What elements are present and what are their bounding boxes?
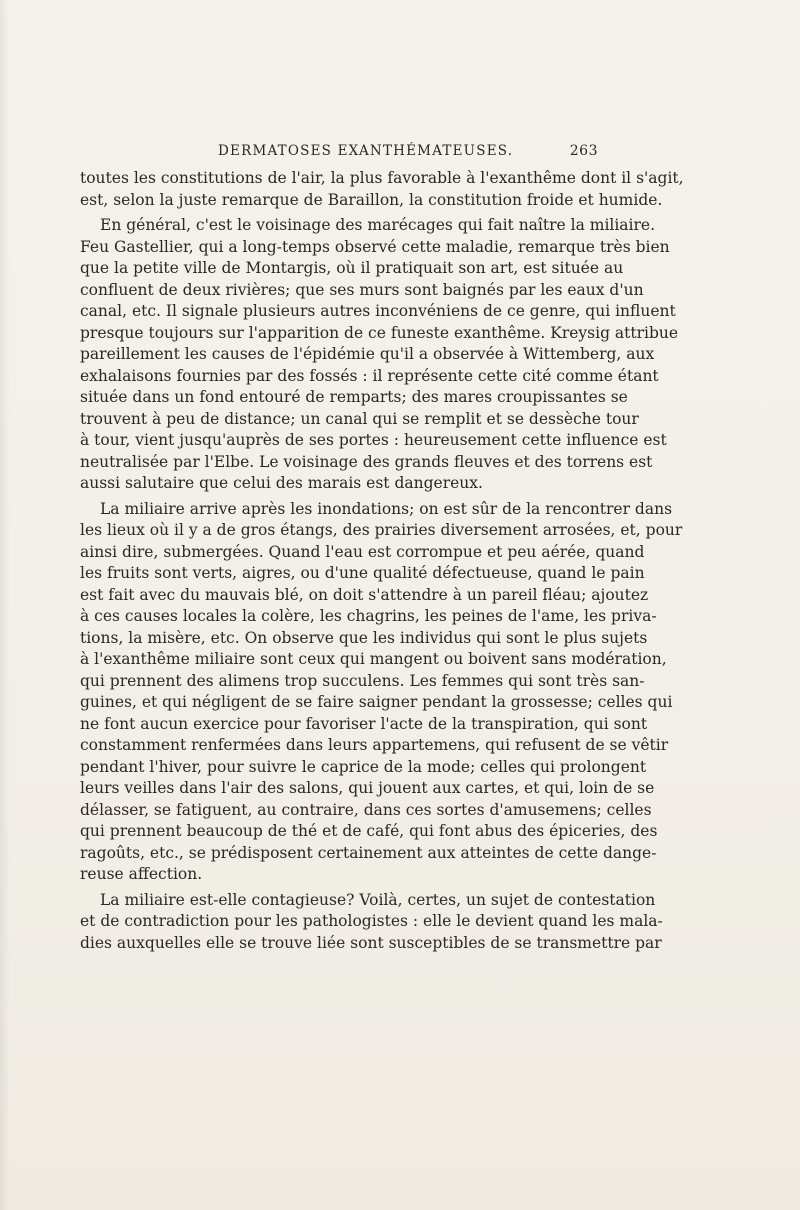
paragraph bbox=[80, 890, 663, 955]
text-line: guines, et qui négligent de se faire saigner pendant la grossesse; celles qui bbox=[80, 693, 673, 711]
text-line: canal, etc. Il signale plusieurs autres inconvéniens de ce genre, qui influent bbox=[80, 302, 676, 320]
text-line: Feu Gastellier, qui a long-temps observé cette maladie, remarque très bien bbox=[80, 237, 670, 256]
text-line: pendant l'hiver, pour suivre le caprice de la mode; celles qui prolongent bbox=[80, 757, 647, 776]
text-line: pareillement les causes de l'épidémie qu'il a observée à Wittemberg, aux bbox=[80, 345, 655, 363]
text-line: qui prennent beaucoup de thé et de café, qui font abus des épiceries, des bbox=[80, 822, 658, 840]
text-line: est fait avec du mauvais blé, on doit s'attendre à un pareil fléau; ajoutez bbox=[80, 585, 649, 604]
text-line: à l'exanthême miliaire sont ceux qui mangent ou boivent sans modération, bbox=[80, 650, 667, 668]
text-line: qui prennent des alimens trop succulens. Les femmes qui sont très san- bbox=[80, 671, 645, 690]
text-line: leurs veilles dans l'air des salons, qui jouent aux cartes, et qui, loin de se bbox=[80, 779, 655, 797]
text-line: trouvent à peu de distance; un canal qui se remplit et se dessèche tour bbox=[80, 409, 639, 428]
text-line: ragoûts, etc., se prédisposent certainement aux atteintes de cette dange- bbox=[80, 843, 657, 862]
text-line: est, selon la juste remarque de Baraillon, la constitution froide et humide. bbox=[80, 190, 663, 209]
paragraph bbox=[80, 499, 683, 886]
paragraph bbox=[80, 215, 679, 495]
text-line: dies auxquelles elle se trouve liée sont susceptibles de se transmettre par bbox=[80, 933, 662, 952]
text-line: tions, la misère, etc. On observe que les individus qui sont le plus sujets bbox=[80, 628, 648, 647]
text-line: presque toujours sur l'apparition de ce funeste exanthême. Kreysig attribue bbox=[80, 323, 679, 342]
paragraph bbox=[80, 168, 684, 211]
text-line: La miliaire est-elle contagieuse? Voilà, certes, un sujet de contestation bbox=[100, 890, 656, 909]
text-line: que la petite ville de Montargis, où il pratiquait son art, est située au bbox=[80, 259, 624, 277]
page-edge-shadow bbox=[0, 0, 10, 1210]
text-line: confluent de deux rivières; que ses murs sont baignés par les eaux d'un bbox=[80, 280, 644, 299]
text-line: constamment renfermées dans leurs appartemens, qui refusent de se vêtir bbox=[80, 736, 669, 754]
text-line: ainsi dire, submergées. Quand l'eau est corrompue et peu aérée, quand bbox=[80, 542, 645, 561]
text-line: toutes les constitutions de l'air, la plus favorable à l'exanthême dont il s'agit, bbox=[80, 169, 684, 187]
body-text bbox=[80, 168, 684, 954]
text-line: les lieux où il y a de gros étangs, des prairies diversement arrosées, et, pour bbox=[80, 521, 683, 539]
text-line: exhalaisons fournies par des fossés : il représente cette cité comme étant bbox=[80, 366, 659, 385]
text-line: En général, c'est le voisinage des marécages qui fait naître la miliaire. bbox=[100, 216, 656, 234]
text-line: les fruits sont verts, aigres, ou d'une qualité défectueuse, quand le pain bbox=[80, 564, 645, 582]
text-line: neutralisée par l'Elbe. Le voisinage des grands fleuves et des torrens est bbox=[80, 452, 653, 471]
text-line: située dans un fond entouré de remparts; des mares croupissantes se bbox=[80, 388, 628, 406]
text-line: et de contradiction pour les pathologistes : elle le devient quand les mala- bbox=[80, 912, 663, 930]
text-line: La miliaire arrive après les inondations; on est sûr de la rencontrer dans bbox=[100, 499, 673, 518]
text-line: aussi salutaire que celui des marais est dangereux. bbox=[80, 474, 483, 492]
text-line: ne font aucun exercice pour favoriser l'acte de la transpiration, qui sont bbox=[80, 714, 648, 733]
text-line: à ces causes locales la colère, les chagrins, les peines de l'ame, les priva- bbox=[80, 607, 657, 625]
text-line: à tour, vient jusqu'auprès de ses portes : heureusement cette influence est bbox=[80, 431, 667, 449]
page-number: 263 bbox=[569, 143, 598, 159]
text-line: délasser, se fatiguent, au contraire, dans ces sortes d'amusemens; celles bbox=[80, 800, 652, 819]
running-head bbox=[80, 143, 598, 163]
text-line: reuse affection. bbox=[80, 865, 203, 883]
running-title: DERMATOSES EXANTHÉMATEUSES. bbox=[218, 143, 514, 159]
